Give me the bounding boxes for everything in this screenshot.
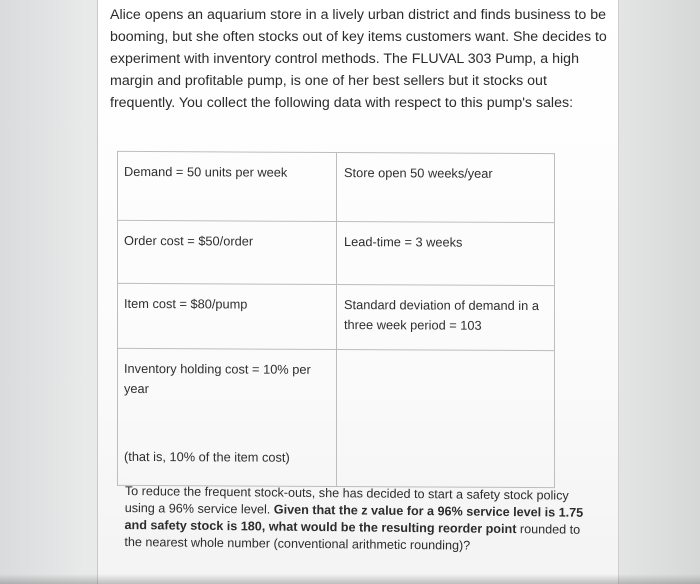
demand-text: Demand = 50 units per week — [124, 163, 288, 180]
table-cell — [337, 285, 555, 351]
item-cost-text: Item cost = $80/pump — [124, 295, 248, 312]
question-part2: rounded to the nearest whole number (conventional arithmetic rounding)? — [124, 522, 581, 553]
holding-cost-text: Inventory holding cost = 10% per year — [124, 360, 311, 397]
holding-cost-note: (that is, 10% of the item cost) — [124, 448, 290, 465]
table-cell — [118, 283, 337, 349]
table-cell — [337, 153, 555, 223]
table-row — [118, 151, 555, 222]
table-row — [118, 283, 555, 350]
order-cost-text: Order cost = $50/order — [124, 232, 254, 249]
lead-time-text: Lead-time = 3 weeks — [344, 234, 463, 250]
empty-table-cell — [337, 350, 555, 488]
empty-cell-text — [337, 350, 554, 361]
table-cell — [118, 220, 337, 284]
question-text — [124, 483, 595, 556]
table-cell — [337, 222, 555, 286]
cell-spacer — [118, 399, 336, 438]
table-row — [118, 348, 555, 487]
question-part1: To reduce the frequent stock-outs, she has decided to start a safety stock policy using a 96% service level. — [124, 483, 569, 517]
std-dev-text: Standard deviation of demand in a three week period = 103 — [344, 297, 539, 333]
data-table — [117, 151, 555, 488]
table-cell — [118, 151, 337, 221]
page-edge-shadow — [0, 574, 700, 584]
problem-intro: Alice opens an aquarium store in a lively urban district and finds business to be booming, but she often stocks out of key items customers want. She decides to experiment with inventory control methods. The FLUVAL 303 Pump, a high margin and profitable pump, is one of her best sellers but it stocks out frequently. You collect the following data with respect to this pump's sales: — [110, 7, 607, 111]
table-cell — [118, 348, 337, 486]
question-bold: Given that the z value for a 96% service level is 1.75 and safety stock is 180, what would be the resulting reorder point — [124, 502, 584, 537]
table-row — [118, 220, 555, 285]
store-open-text: Store open 50 weeks/year — [344, 165, 493, 181]
